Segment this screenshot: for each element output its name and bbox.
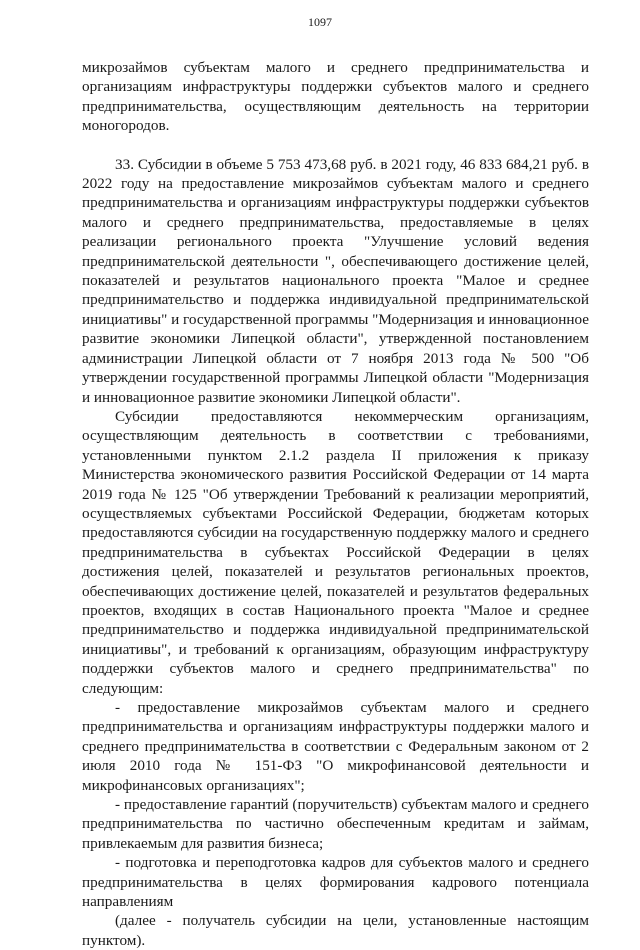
list-item-guarantees: - предоставление гарантий (поручительств) субъектам малого и среднего предпринимательства по частично обеспеченным кредитам и займам, привлекаемым для развития бизнеса; bbox=[82, 796, 589, 852]
paragraph-subsidy-recipients: Субсидии предоставляются некоммерческим организациям, осуществляющим деятельность в соответствии с требованиями, установленными пунктом 2.1.2 раздела II приложения к приказу Министерства экономического развития Российской Федерации от 14 марта 2019 года № 125 "Об утверждении Требований к реализации мероприятий, осуществляемых субъектами Российской Федерации, бюджетам которых предоставляются субсидии на государственную поддержку малого и среднего предпринимательства в субъектах Российской Федерации в целях достижения целей, показателей и результатов региональных проектов, обеспечивающих достижение целей, показателей и результатов федеральных проектов, входящих в состав Национального проекта "Малое и среднее предпринимательство и поддержка индивидуальной предпринимательской инициативы", и требований к организациям, образующим инфраструктуру поддержки субъектов малого и среднего предпринимательства" по следующим: bbox=[82, 407, 589, 697]
paragraph-item-33: 33. Субсидии в объеме 5 753 473,68 руб. в 2021 году, 46 833 684,21 руб. в 2022 году на предоставление микрозаймов субъектам малого и среднего предпринимательства и организациям инфраструктуры поддержки субъектов малого и среднего предпринимательства, предоставляемые в целях реализации регионального проекта "Улучшение условий ведения предпринимательской деятельности ", обеспечивающего достижение целей, показателей и результатов национального проекта "Малое и среднее предпринимательство и поддержка индивидуальной предпринимательской инициативы" и государственной программы "Модернизация и инновационное развитие экономики Липецкой области", утвержденной постановлением администрации Липецкой области от 7 ноября 2013 года № 500 "Об утверждении государственной программы Липецкой области "Модернизация и инновационное развитие экономики Липецкой области". bbox=[82, 155, 589, 406]
page-number: 1097 bbox=[308, 15, 332, 29]
paragraph-definition: (далее - получатель субсидии на цели, установленные настоящим пунктом). bbox=[82, 912, 589, 949]
paragraph-continuation: микрозаймов субъектам малого и среднего предпринимательства и организациям инфраструктуры поддержки субъектов малого и среднего предпринимательства, осуществляющим деятельность на территории моногородов. bbox=[82, 59, 589, 135]
document-body bbox=[82, 58, 589, 950]
list-item-training: - подготовка и переподготовка кадров для субъектов малого и среднего предпринимательства в целях формирования кадрового потенциала направлениям bbox=[82, 854, 589, 911]
list-item-microloans: - предоставление микрозаймов субъектам малого и среднего предпринимательства и организациям инфраструктуры поддержки малого и среднего предпринимательства в соответствии с Федеральным законом от 2 июля 2010 года № 151-ФЗ "О микрофинансовой деятельности и микрофинансовых организациях"; bbox=[82, 699, 589, 794]
